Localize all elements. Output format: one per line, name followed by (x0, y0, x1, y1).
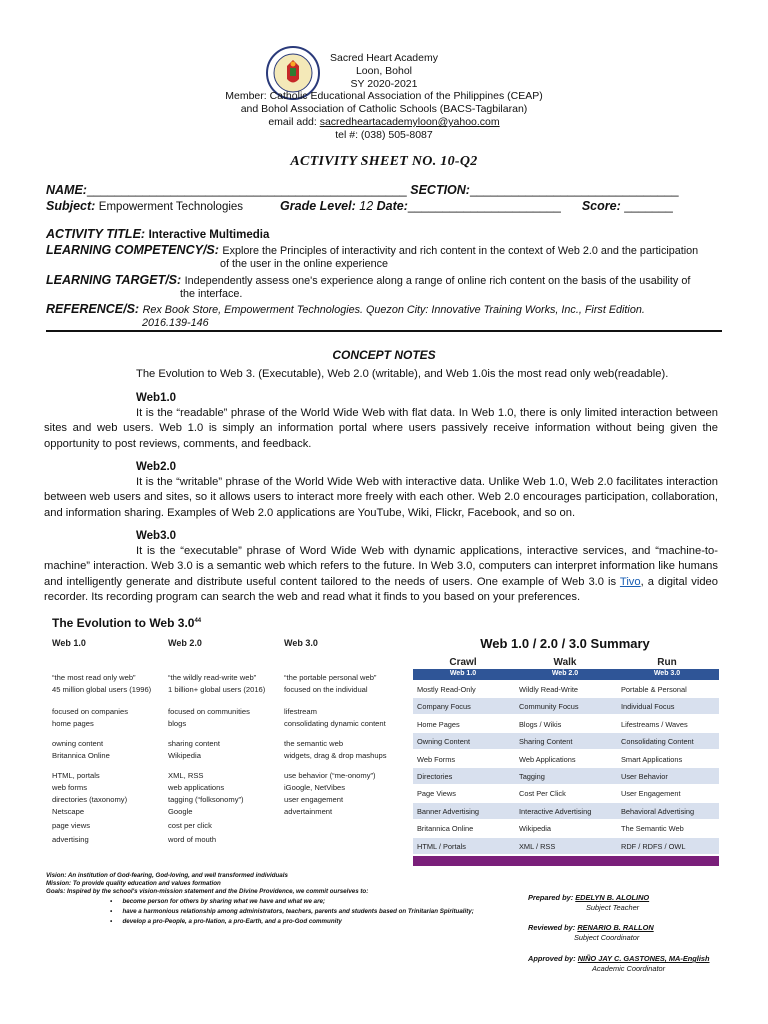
evolution-cell: lifestream (284, 707, 317, 716)
summary-cell: Company Focus (417, 702, 471, 712)
evolution-cell: advertising (52, 835, 89, 844)
summary-cell: Community Focus (519, 702, 579, 712)
reviewed-role: Subject Coordinator (574, 933, 640, 942)
email-line: email add: sacredheartacademyloon@yahoo.com (268, 115, 500, 128)
summary-cell: Page Views (417, 789, 456, 799)
summary-cell: Portable & Personal (621, 685, 687, 694)
tivo-link[interactable]: Tivo (619, 575, 641, 588)
summary-row (413, 768, 719, 784)
summary-cell: User Behavior (621, 772, 668, 781)
evolution-cell: 1 billion+ global users (2016) (168, 685, 266, 694)
evolution-cell: consolidating dynamic content (284, 719, 386, 728)
evolution-cell: owning content (52, 739, 104, 748)
reference-row: REFERENCE/S: Rex Book Store, Empowerment Technologies. Quezon City: Innovative Training Works, Inc., First Edition. (46, 302, 645, 316)
summary-cell: Banner Advertising (417, 806, 480, 816)
mission-statement: Mission: To provide quality education and values formation (46, 880, 221, 887)
evolution-cell: iGoogle, NetVibes (284, 783, 346, 792)
school-town: Loon, Bohol (355, 64, 413, 77)
summary-cell: Wildly Read-Write (519, 685, 578, 694)
summary-row (413, 681, 719, 697)
evolution-cell: the semantic web (284, 739, 344, 748)
summary-cell: The Semantic Web (621, 824, 684, 834)
email-link[interactable]: sacredheartacademyloon@yahoo.com (319, 115, 500, 128)
school-year: SY 2020-2021 (350, 77, 418, 90)
activity-sheet-title: ACTIVITY SHEET NO. 10-Q2 (290, 154, 478, 169)
summary-cell: HTML / Portals (417, 841, 467, 851)
summary-row (413, 820, 719, 836)
summary-cell: Web Applications (519, 754, 576, 764)
evolution-cell: cost per click (168, 821, 212, 830)
section-divider (46, 330, 722, 332)
summary-cell: RDF / RDFS / OWL (621, 841, 686, 851)
name-section-row: NAME:______________________________________________ SECTION:______________________________ (46, 183, 679, 197)
approved-by: Approved by: NIÑO JAY C. GASTONES, MA-English (528, 954, 710, 963)
summary-row (413, 838, 719, 854)
goal-bullet-3: • develop a pro-People, a pro-Nation, a pro-Earth, and a pro-God community (110, 918, 342, 925)
phase-walk: Walk (553, 657, 577, 668)
evolution-cell: Google (168, 807, 193, 816)
summary-cell: Smart Applications (621, 754, 683, 764)
evolution-cell: advertainment (284, 807, 333, 816)
web3-heading: Web3.0 (136, 530, 177, 542)
concept-intro: The Evolution to Web 3. (Executable), Web 2.0 (writable), and Web 1.0is the most read only web(readable). (136, 368, 669, 380)
summary-cell: Wikipedia (519, 824, 552, 834)
evolution-cell: directories (taxonomy) (52, 795, 128, 804)
evolution-cell: web applications (168, 783, 225, 792)
evolution-table-figure (44, 611, 396, 867)
evolution-header-1: Web 1.0 (52, 638, 86, 648)
vision-statement: Vision: An institution of God-fearing, God-loving, and well transformed individuals (46, 872, 288, 879)
summary-cell: Mostly Read-Only (417, 685, 476, 694)
evolution-cell: sharing content (168, 739, 220, 748)
evolution-cell: Wikipedia (168, 751, 201, 760)
summary-row (413, 698, 719, 714)
summary-cell: Owning Content (417, 737, 470, 747)
web2-paragraph: It is the “writable” phrase of the World Wide Web with interactive data. Unlike Web 1.0, Web 2.0 facilitates interaction between web users and sites, so it allows users to interact more freely with each other. Web 2.0 encourages participation, collaboration, and information sharing. Examples of Web 2.0 applications are YouTube, Wiki, Flickr, Facebook, and so on. (44, 476, 718, 519)
version-web2: Web 2.0 (551, 670, 579, 677)
evolution-cell: “the wildly read-write web” (168, 673, 257, 682)
summary-cell: Lifestreams / Waves (621, 719, 688, 729)
summary-footer-bar (413, 856, 719, 866)
version-web3: Web 3.0 (653, 670, 681, 677)
goal-bullet-2: • have a harmonious relationship among administrators, teachers, parents and students based on Trinitarian Spirituality; (110, 908, 474, 915)
summary-row (413, 733, 719, 749)
summary-cell: Tagging (519, 772, 545, 781)
goal-bullet-1: • become person for others by sharing what we have and what we are; (110, 898, 326, 905)
summary-row (413, 751, 719, 767)
summary-cell: Blogs / Wikis (519, 719, 562, 729)
concept-notes-heading: CONCEPT NOTES (332, 348, 436, 362)
version-web1: Web 1.0 (449, 670, 477, 677)
summary-row (413, 785, 719, 801)
evolution-cell: focused on communities (168, 707, 250, 716)
summary-cell: User Engagement (621, 789, 681, 799)
activity-title-row: ACTIVITY TITLE: Interactive Multimedia (46, 227, 270, 241)
summary-cell: Directories (417, 772, 453, 781)
subject-row: Subject: Empowerment Technologies Grade Level: 12 Date:______________________ Score: _______ (46, 199, 673, 213)
summary-cell: Individual Focus (621, 702, 675, 712)
evolution-cell: home pages (52, 719, 94, 728)
school-name: Sacred Heart Academy (330, 52, 438, 64)
evolution-cell: widgets, drag & drop mashups (284, 751, 387, 760)
summary-cell: Behavioral Advertising (621, 806, 695, 816)
approved-role: Academic Coordinator (592, 964, 666, 973)
membership-line-2: and Bohol Association of Catholic Schools (BACS-Tagbilaran) (240, 103, 528, 116)
phase-run: Run (657, 657, 677, 668)
summary-cell: Britannica Online (417, 824, 474, 834)
summary-cell: Consolidating Content (621, 737, 694, 747)
prepared-role: Subject Teacher (586, 903, 640, 912)
evolution-cell: web forms (52, 783, 88, 792)
summary-title: Web 1.0 / 2.0 / 3.0 Summary (480, 636, 650, 651)
evolution-header-2: Web 2.0 (168, 638, 202, 648)
evolution-cell: blogs (168, 719, 187, 728)
summary-cell: Home Pages (417, 719, 460, 729)
evolution-cell: focused on companies (52, 707, 128, 716)
summary-row (413, 716, 719, 732)
web1-heading: Web1.0 (136, 392, 177, 404)
summary-cell: Web Forms (417, 754, 456, 764)
evolution-cell: page views (52, 821, 90, 830)
telephone-line: tel #: (038) 505-8087 (335, 128, 433, 141)
summary-cell: Cost Per Click (519, 789, 566, 799)
evolution-cell: user engagement (284, 795, 344, 804)
learning-target-row: LEARNING TARGET/S: Independently assess one's experience along a range of online rich content on the basis of the usability of (46, 273, 691, 287)
summary-cell: XML / RSS (519, 841, 556, 851)
evolution-cell: word of mouth (168, 835, 217, 844)
web3-paragraph: It is the “executable” phrase of Word Wide Web with dynamic applications, interactive services, and “machine-to-machine” interaction. Web 3.0 is a semantic web which refers to the future. In Web 3.0, computers can interpret information like humans and intelligently generate and distribute useful content tailored to the needs of users. One example of Web 3.0 is Tivo, a digital video recorder. Its recording program can search the web and read what it finds to you based on your preferences. (44, 545, 718, 604)
summary-version-bar (413, 669, 719, 680)
phase-crawl: Crawl (449, 657, 477, 668)
evolution-title: The Evolution to Web $3.0^{44}$ (52, 616, 202, 630)
summary-table-figure (405, 631, 725, 874)
summary-row (413, 803, 719, 819)
prepared-by: Prepared by: EDELYN B. ALOLINO (528, 893, 650, 902)
reference-cont: 2016.139-146 (142, 317, 209, 329)
web1-paragraph: It is the “readable” phrase of the World Wide Web with flat data. In Web 1.0, there is only limited interaction between sites and web users. Web 1.0 is simply an information portal where users passively receive information without being given the opportunity to post reviews, comments, and feedback. (44, 407, 718, 450)
evolution-cell: 45 million global users (1996) (52, 685, 152, 694)
learning-target-cont: the interface. (180, 288, 243, 300)
goals-statement: Goals: Inspired by the school's vision-mission statement and the Divine Providence, we commit ourselves to: (46, 888, 369, 895)
evolution-header-3: Web 3.0 (284, 638, 318, 648)
evolution-cell: HTML, portals (52, 771, 100, 780)
school-header (0, 52, 768, 142)
summary-cell: Interactive Advertising (519, 806, 592, 816)
learning-competency-row: LEARNING COMPETENCY/S: Explore the Principles of interactivity and rich content in the context of Web 2.0 and the participation (46, 243, 699, 257)
evolution-cell: “the most read only web” (52, 673, 136, 682)
membership-line-1: Member: Catholic Educational Association of the Philippines (CEAP) (225, 90, 543, 103)
web2-heading: Web2.0 (136, 461, 177, 473)
evolution-cell: tagging (“folksonomy”) (168, 795, 244, 804)
evolution-cell: “the portable personal web” (284, 673, 377, 682)
evolution-cell: focused on the individual (284, 685, 368, 694)
evolution-cell: XML, RSS (168, 771, 204, 780)
evolution-cell: Britannica Online (52, 751, 110, 760)
learning-competency-cont: of the user in the online experience (220, 258, 389, 270)
reviewed-by: Reviewed by: RENARIO B. RALLON (528, 923, 654, 932)
summary-cell: Sharing Content (519, 737, 573, 747)
evolution-cell: use behavior (“me-onomy”) (284, 771, 376, 780)
evolution-cell: Netscape (52, 807, 85, 816)
